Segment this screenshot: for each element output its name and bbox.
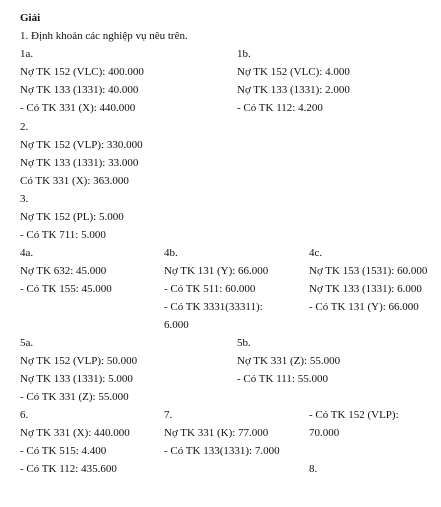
entry-2-line: Có TK 331 (X): 363.000	[20, 175, 129, 187]
entry-4b-line: - Có TK 3331(33311):	[164, 301, 263, 313]
entry-7-line: Nợ TK 331 (K): 77.000	[164, 427, 269, 439]
heading: Giải	[20, 12, 41, 24]
entry-7-label: 7.	[164, 409, 173, 421]
entry-4b-line: - Có TK 511: 60.000	[164, 283, 256, 295]
entry-1b-label: 1b.	[237, 48, 251, 60]
entry-1a-label: 1a.	[20, 48, 34, 60]
entry-5b-line: Nợ TK 331 (Z): 55.000	[237, 355, 341, 367]
entry-4b-line: Nợ TK 131 (Y): 66.000	[164, 265, 269, 277]
entry-7-cont-line: 70.000	[309, 427, 340, 439]
entry-5a-line: Nợ TK 133 (1331): 5.000	[20, 373, 133, 385]
entry-7-cont-line: - Có TK 152 (VLP):	[309, 409, 399, 421]
entry-4b-label: 4b.	[164, 247, 178, 259]
entry-1b-line: - Có TK 112: 4.200	[237, 102, 323, 114]
entry-5a-label: 5a.	[20, 337, 34, 349]
entry-8-label: 8.	[309, 463, 318, 475]
entry-4c-line: Nợ TK 133 (1331): 6.000	[309, 283, 422, 295]
entry-2-line: Nợ TK 152 (VLP): 330.000	[20, 139, 143, 151]
entry-4c-line: Nợ TK 153 (1531): 60.000	[309, 265, 428, 277]
entry-2-label: 2.	[20, 121, 29, 133]
entry-7-line: - Có TK 133(1331): 7.000	[164, 445, 280, 457]
entry-5b-line: - Có TK 111: 55.000	[237, 373, 328, 385]
entry-6-label: 6.	[20, 409, 29, 421]
entry-4c-label: 4c.	[309, 247, 323, 259]
entry-6-line: - Có TK 515: 4.400	[20, 445, 107, 457]
entry-3-line: - Có TK 711: 5.000	[20, 229, 106, 241]
entry-4b-line: 6.000	[164, 319, 189, 331]
entry-1b-line: Nợ TK 133 (1331): 2.000	[237, 84, 350, 96]
entry-4a-line: Nợ TK 632: 45.000	[20, 265, 107, 277]
entry-3-line: Nợ TK 152 (PL): 5.000	[20, 211, 124, 223]
entry-4a-line: - Có TK 155: 45.000	[20, 283, 112, 295]
entry-5a-line: - Có TK 331 (Z): 55.000	[20, 391, 129, 403]
entry-5b-label: 5b.	[237, 337, 251, 349]
entry-1b-line: Nợ TK 152 (VLC): 4.000	[237, 66, 350, 78]
entry-6-line: - Có TK 112: 435.600	[20, 463, 117, 475]
entry-4a-label: 4a.	[20, 247, 34, 259]
entry-1a-line: - Có TK 331 (X): 440.000	[20, 102, 136, 114]
entry-6-line: Nợ TK 331 (X): 440.000	[20, 427, 130, 439]
entry-4c-line: - Có TK 131 (Y): 66.000	[309, 301, 419, 313]
intro-line: 1. Định khoản các nghiệp vụ nêu trên.	[20, 30, 188, 42]
entry-3-label: 3.	[20, 193, 29, 205]
entry-5a-line: Nợ TK 152 (VLP): 50.000	[20, 355, 138, 367]
entry-1a-line: Nợ TK 133 (1331): 40.000	[20, 84, 139, 96]
entry-2-line: Nợ TK 133 (1331): 33.000	[20, 157, 139, 169]
entry-1a-line: Nợ TK 152 (VLC): 400.000	[20, 66, 144, 78]
